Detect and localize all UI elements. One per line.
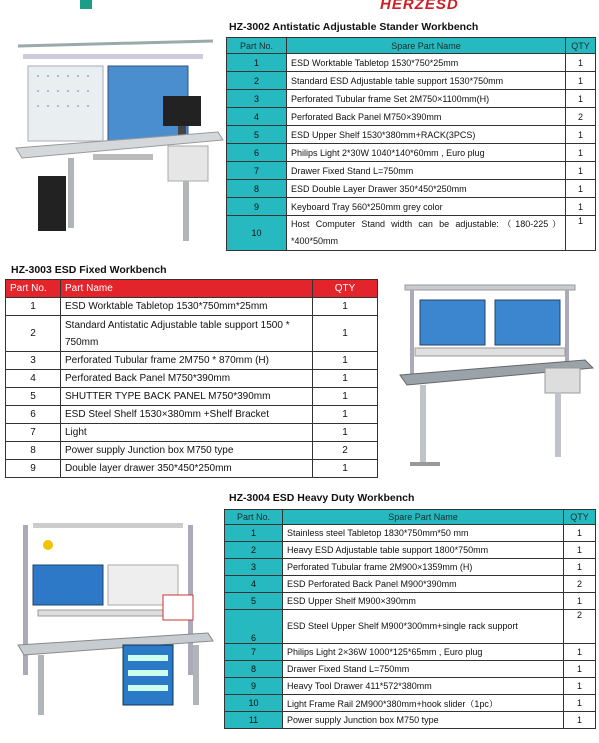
table-row: 6 ESD Steel Upper Shelf M900*300mm+single rack support 2 [225,610,596,644]
table-row: 1 Stainless steel Tabletop 1830*750mm*50 mm 1 [225,525,596,542]
parts-table-hz3004 [224,509,596,729]
header-part-no: Part No. [6,280,61,298]
table-row: 3 Perforated Tubular frame Set 2M750×1100mm(H) 1 [227,90,596,108]
table-row: 1 ESD Worktable Tabletop 1530*750mm*25mm 1 [6,298,378,316]
table-row: 1 ESD Worktable Tabletop 1530*750*25mm 1 [227,54,596,72]
table-row: 4 ESD Perforated Back Panel M900*390mm 2 [225,576,596,593]
table-row: 3 Perforated Tubular frame 2M750 * 870mm (H) 1 [6,352,378,370]
header-qty: QTY [313,280,378,298]
table-row: 7 Philips Light 2×36W 1000*125*65mm , Euro plug 1 [225,644,596,661]
table-row: 6 Philips Light 2*30W 1040*140*60mm , Euro plug 1 [227,144,596,162]
table-row: 11 Power supply Junction box M750 type 1 [225,712,596,729]
header-part-no: Part No. [227,38,287,54]
section-title-hz3003: HZ-3003 ESD Fixed Workbench [11,264,167,276]
parts-table-hz3003 [5,279,378,478]
workbench-photo-hz3002 [8,36,226,246]
header-part-no: Part No. [225,510,283,525]
table-row: 7 Drawer Fixed Stand L=750mm 1 [227,162,596,180]
parts-table-hz3002 [226,37,596,251]
header-qty: QTY [566,38,596,54]
section-title-hz3004: HZ-3004 ESD Heavy Duty Workbench [229,492,415,504]
table-row: 9 Keyboard Tray 560*250mm grey color 1 [227,198,596,216]
brand-logo: HERZESD [380,0,459,13]
table-row: 8 Power supply Junction box M750 type 2 [6,442,378,460]
table-row: 9 Heavy Tool Drawer 411*572*380mm 1 [225,678,596,695]
header-spare-part-name: Spare Part Name [287,38,566,54]
header-qty: QTY [564,510,596,525]
table-row: 5 SHUTTER TYPE BACK PANEL M750*390mm 1 [6,388,378,406]
brand-accent-bar [80,0,92,9]
table-row: 2 Standard ESD Adjustable table support 1530*750mm 1 [227,72,596,90]
header-spare-part-name: Spare Part Name [283,510,564,525]
table-row: 2 Standard Antistatic Adjustable table support 1500 * 750mm 1 [6,316,378,352]
table-row: 5 ESD Upper Shelf M900×390mm 1 [225,593,596,610]
table-row: 2 Heavy ESD Adjustable table support 1800*750mm 1 [225,542,596,559]
table-row: 7 Light 1 [6,424,378,442]
workbench-photo-hz3003 [395,280,595,475]
table-row: 8 ESD Double Layer Drawer 350*450*250mm 1 [227,180,596,198]
table-row: 3 Perforated Tubular frame 2M900×1359mm (H) 1 [225,559,596,576]
table-row: 4 Perforated Back Panel M750*390mm 1 [6,370,378,388]
workbench-photo-hz3004 [8,505,218,730]
table-row: 10 Light Frame Rail 2M900*380mm+hook slider（1pc） 1 [225,695,596,712]
table-row: 10 Host Computer Stand width can be adjustable:（180-225）*400*50mm 1 [227,216,596,251]
header-part-name: Part Name [61,280,313,298]
section-title-hz3002: HZ-3002 Antistatic Adjustable Stander Workbench [229,21,479,33]
table-row: 4 Perforated Back Panel M750×390mm 2 [227,108,596,126]
table-row: 6 ESD Steel Shelf 1530×380mm +Shelf Bracket 1 [6,406,378,424]
table-row: 5 ESD Upper Shelf 1530*380mm+RACK(3PCS) 1 [227,126,596,144]
table-row: 9 Double layer drawer 350*450*250mm 1 [6,460,378,478]
table-row: 8 Drawer Fixed Stand L=750mm 1 [225,661,596,678]
